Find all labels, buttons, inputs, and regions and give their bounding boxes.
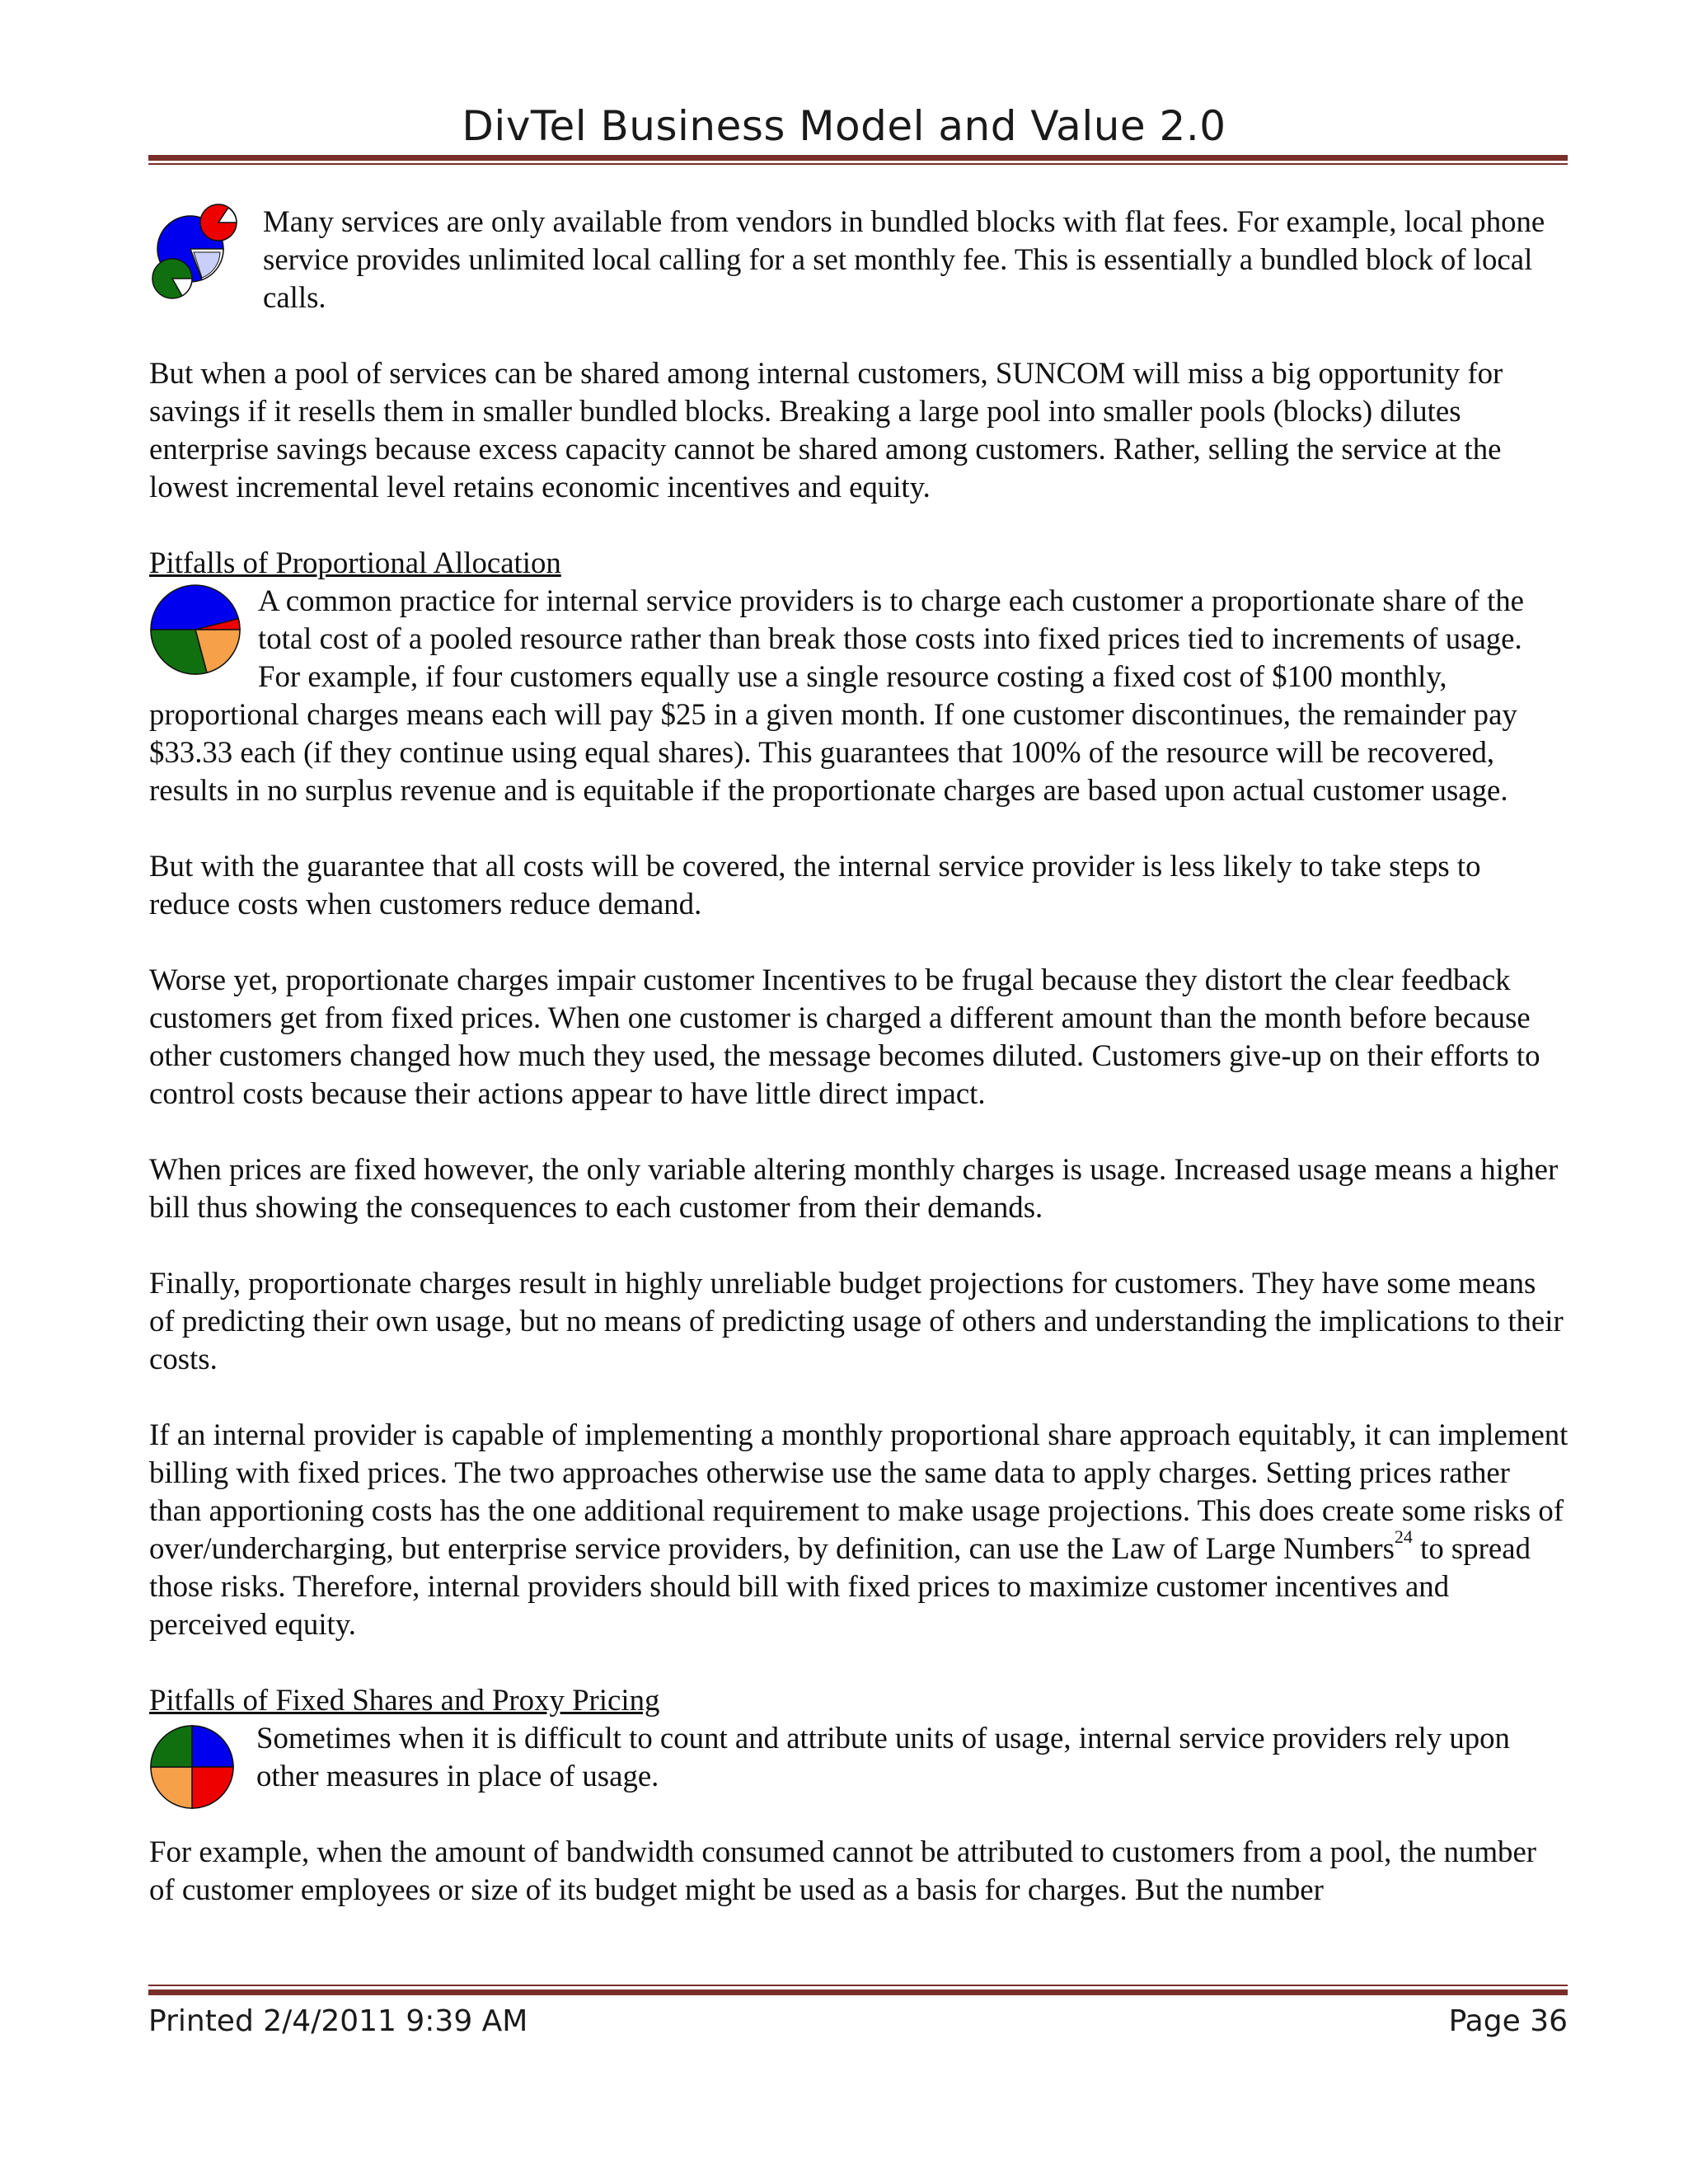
paragraph-worse-yet: Worse yet, proportionate charges impair customer Incentives to be frugal because they distort the clear feedback customers get from fixed prices. When one customer is charged a different amount than the month before because other customers changed how much they used, the message becomes diluted. Customers give-up on their efforts to control costs because their actions appear to have little direct impact. [149,963,1540,1110]
paragraph-fixed-prices: When prices are fixed however, the only variable altering monthly charges is usage. Increased usage means a higher bill thus showing the consequences to each customer from their demands. [149,1152,1559,1224]
header-rule-thick [148,155,1568,161]
paragraph-bandwidth-example: For example, when the amount of bandwidth consumed cannot be attributed to customers from a pool, the number of customer employees or size of its budget might be used as a basis for charges. But the number [149,1835,1537,1906]
paragraph-guarantee: But with the guarantee that all costs will be covered, the internal service provider is less likely to take steps to reduce costs when customers reduce demand. [149,849,1481,921]
proportional-pie-icon [149,582,246,679]
paragraph-other-measures [149,1719,1568,1795]
paragraph-proportional-practice [149,582,1568,809]
heading-proportional-allocation: Pitfalls of Proportional Allocation [149,546,561,579]
four-quadrant-pie-icon [149,1719,246,1816]
paragraph-implement-billing-text: If an internal provider is capable of implementing a monthly proportional share approach equitably, it can implement billing with fixed prices. The two approaches otherwise use the same data to apply charges. Setting prices rather than apportioning costs has the one additional requirement to make usage projections. This does create some risks of over/undercharging, but enterprise service providers, by definition, can use the Law of Large Numbers [149,1418,1568,1565]
paragraph-shared-pool: But when a pool of services can be shared among internal customers, SUNCOM will miss a big opportunity for savings if it resells them in smaller bundled blocks. Breaking a large pool into smaller pools (blocks) dilutes enterprise savings because excess capacity cannot be shared among customers. Rather, selling the service at the lowest incremental level retains economic incentives and equity. [149,356,1503,504]
paragraph-implement-billing-text-end: to spread those risks. Therefore, internal providers should bill with fixed prices to maximize customer incentives and perceived equity. [149,1531,1531,1641]
header-rule-thin [148,163,1568,165]
document-body [149,203,1568,1909]
page-number: Page 36 [1448,2004,1568,2038]
footer-rule-thick [148,1990,1568,1995]
bundled-pie-icon [149,203,246,300]
paragraph-proportional-practice-text: A common practice for internal service providers is to charge each customer a proportionate share of the total cost of a pooled resource rather than break those costs into fixed prices tied to increments of usage. For example, if four customers equally use a single resource costing a fixed cost of $100 monthly, proportional charges means each will pay $25 in a given month. If one customer discontinues, the remainder pay $33.33 each (if they continue using equal shares). This guarantees that 100% of the resource will be recovered, results in no surplus revenue and is equitable if the proportionate charges are based upon actual customer usage. [149,583,1525,807]
printed-date: Printed 2/4/2011 9:39 AM [148,2004,528,2038]
paragraph-bundled-blocks [149,203,1568,316]
footer-rule-thin [148,1985,1568,1986]
paragraph-bundled-blocks-text: Many services are only available from vendors in bundled blocks with flat fees. For example, local phone service provides unlimited local calling for a set monthly fee. This is essentially a bundled block of local calls. [263,204,1545,314]
paragraph-budget-projections: Finally, proportionate charges result in highly unreliable budget projections for customers. They have some means of predicting their own usage, but no means of predicting usage of others and understanding the implications to their costs. [149,1266,1564,1376]
paragraph-other-measures-text: Sometimes when it is difficult to count and attribute units of usage, internal service providers rely upon other measures in place of usage. [256,1721,1510,1793]
page-header-title: DivTel Business Model and Value 2.0 [462,102,1226,150]
paragraph-implement-billing [149,1416,1568,1643]
heading-fixed-shares-proxy: Pitfalls of Fixed Shares and Proxy Pricing [149,1683,660,1717]
footnote-reference[interactable]: 24 [1394,1526,1413,1547]
